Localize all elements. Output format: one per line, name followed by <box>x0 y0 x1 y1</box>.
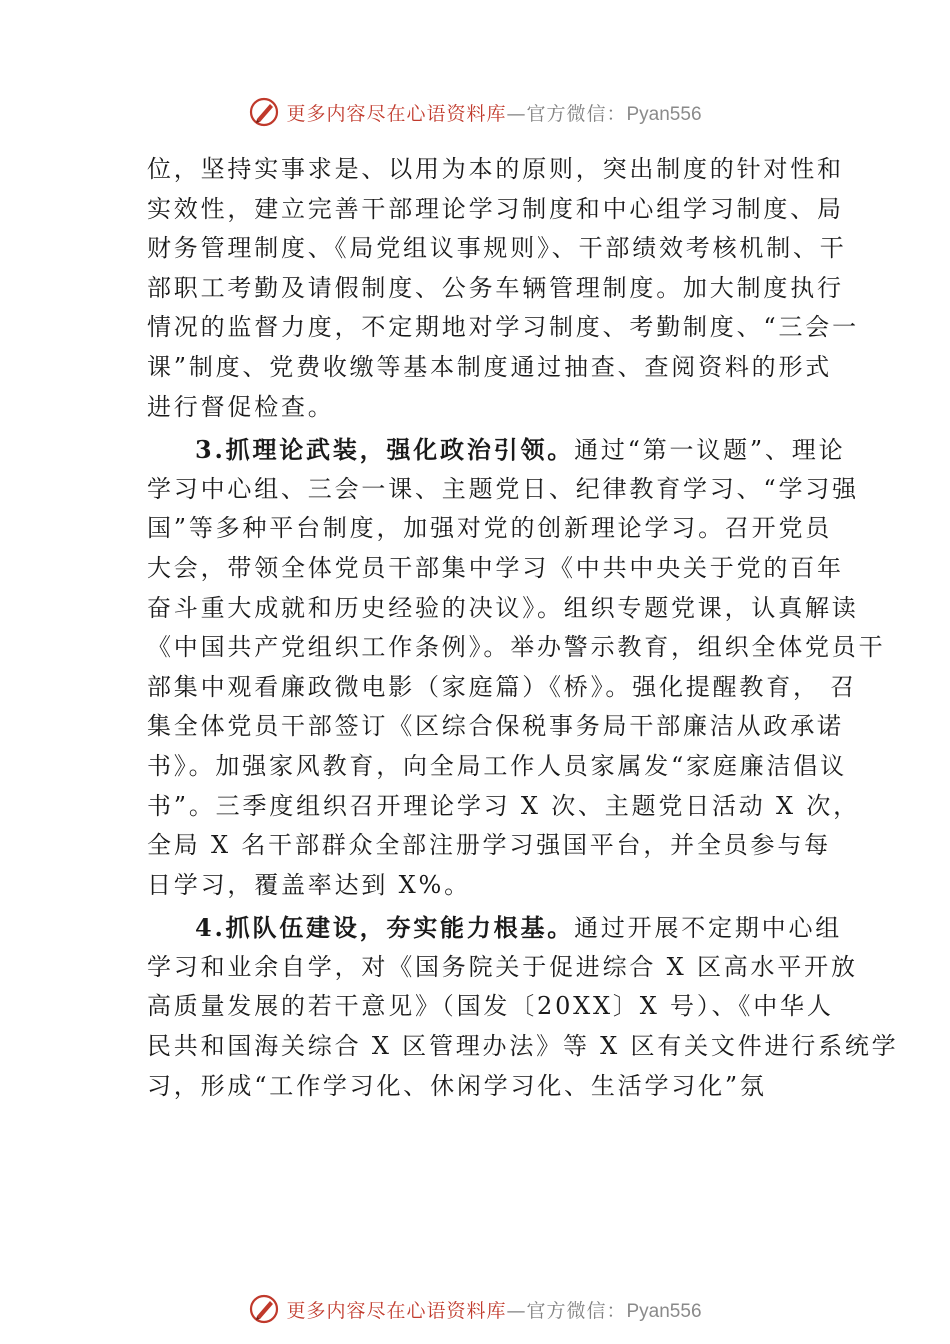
banner-dash: — <box>506 1299 527 1322</box>
section-heading-4: 4.抓队伍建设，夯实能力根基。 <box>195 913 575 943</box>
text-line: 日学习，覆盖率达到 X%。 <box>147 870 471 899</box>
banner-handle: Pyan556 <box>626 1300 702 1322</box>
text-line: 书”。三季度组织召开理论学习 X 次、主题党日活动 X 次， <box>147 791 860 820</box>
text-line <box>147 908 843 948</box>
banner-label: 官方微信： <box>526 1299 627 1322</box>
text-line: 学习中心组、三会一课、主题党日、纪律教育学习、“学习强 <box>147 474 859 503</box>
text-line: 位，坚持实事求是、以用为本的原则，突出制度的针对性和 <box>147 155 844 183</box>
pen-logo-icon <box>248 96 280 128</box>
text-line: 大会，带领全体党员干部集中学习《中共中央关于党的百年 <box>147 553 844 582</box>
paragraph-3 <box>147 908 899 1106</box>
pen-logo-icon <box>248 1293 280 1325</box>
document-body <box>147 150 899 1106</box>
banner-site: 更多内容尽在心语资料库 <box>286 102 507 125</box>
banner-text <box>286 1296 701 1323</box>
banner-dash: — <box>506 102 527 125</box>
text-line: 国”等多种平台制度，加强对党的创新理论学习。召开党员 <box>147 514 833 543</box>
text-line: 习，形成“工作学习化、休闲学习化、生活学习化”氛 <box>147 1071 767 1100</box>
banner-text <box>286 99 701 126</box>
text-line: 财务管理制度、《局党组议事规则》、干部绩效考核机制、干 <box>147 234 847 263</box>
text-line: 部职工考勤及请假制度、公务车辆管理制度。加大制度执行 <box>147 273 844 302</box>
text-line: 高质量发展的若干意见》（国发〔20XX〕X 号）、《中华人 <box>147 992 834 1021</box>
paragraph-1 <box>147 150 859 427</box>
text-line: 情况的监督力度，不定期地对学习制度、考勤制度、“三会一 <box>147 313 859 342</box>
text-line: 《中国共产党组织工作条例》。举办警示教育，组织全体党员干 <box>147 633 886 662</box>
paragraph-text: 通过“第一议题”、理论 <box>574 436 846 465</box>
banner-label: 官方微信： <box>526 102 627 125</box>
text-line: 书》。加强家风教育，向全局工作人员家属发“家庭廉洁倡议 <box>147 751 847 780</box>
text-line: 实效性，建立完善干部理论学习制度和中心组学习制度、局 <box>147 194 844 223</box>
header-banner <box>0 92 950 132</box>
text-line: 学习和业余自学，对《国务院关于促进综合 X 区高水平开放 <box>147 952 858 981</box>
text-line: 集全体党员干部签订《区综合保税事务局干部廉洁从政承诺 <box>147 712 844 741</box>
text-line: 进行督促检查。 <box>147 392 335 421</box>
text-line: 课”制度、党费收缴等基本制度通过抽查、查阅资料的形式 <box>147 352 833 381</box>
text-line: 部集中观看廉政微电影（家庭篇）《桥》。强化提醒教育， 召 <box>147 672 858 701</box>
footer-banner <box>0 1289 950 1329</box>
section-heading-3: 3.抓理论武装，强化政治引领。 <box>195 435 575 465</box>
paragraph-2 <box>147 430 886 905</box>
text-line: 奋斗重大成就和历史经验的决议》。组织专题党课，认真解读 <box>147 593 859 622</box>
banner-site: 更多内容尽在心语资料库 <box>286 1299 507 1322</box>
text-line: 全局 X 名干部群众全部注册学习强国平台，并全员参与每 <box>147 831 831 860</box>
text-line <box>147 430 846 470</box>
banner-handle: Pyan556 <box>626 103 702 125</box>
text-line: 民共和国海关综合 X 区管理办法》等 X 区有关文件进行系统学 <box>147 1032 899 1061</box>
paragraph-text: 通过开展不定期中心组 <box>574 914 843 943</box>
